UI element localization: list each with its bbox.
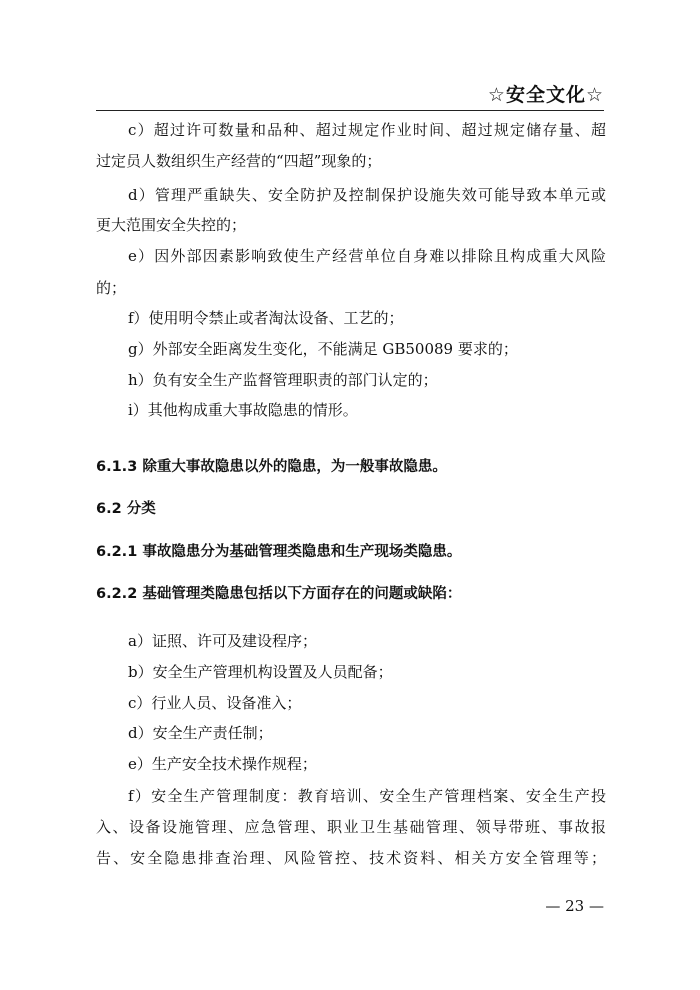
section-heading-6-2: 6.2 分类 [96,501,156,517]
list-item-basic-mgmt-b: b）安全生产管理机构设置及人员配备； [128,663,393,681]
list-item-major-hazard-e-line2: 的； [96,279,127,297]
list-item-major-hazard-c-line2: 过定员人数组织生产经营的“四超”现象的； [96,152,382,170]
list-item-major-hazard-d-line2: 更大范围安全失控的； [96,216,247,234]
page-number: — 23 — [545,897,604,915]
list-item-basic-mgmt-d: d）安全生产责任制； [128,724,273,742]
list-item-basic-mgmt-e: e）生产安全技术操作规程； [128,755,317,773]
list-item-major-hazard-f: f）使用明令禁止或者淘汰设备、工艺的； [128,309,404,327]
list-item-major-hazard-c-line1: c）超过许可数量和品种、超过规定作业时间、超过规定储存量、超 [128,121,606,139]
list-item-basic-mgmt-f-line1: f）安全生产管理制度：教育培训、安全生产管理档案、安全生产投 [128,787,606,805]
section-heading-6-2-1: 6.2.1 事故隐患分为基础管理类隐患和生产现场类隐患。 [96,544,462,560]
section-heading-6-2-2: 6.2.2 基础管理类隐患包括以下方面存在的问题或缺陷： [96,586,462,602]
list-item-basic-mgmt-c: c）行业人员、设备准入； [128,694,302,712]
list-item-major-hazard-e-line1: e）因外部因素影响致使生产经营单位自身难以排除且构成重大风险 [128,247,606,265]
running-header-title: ☆安全文化☆ [487,84,604,106]
list-item-basic-mgmt-f-line2: 入、设备设施管理、应急管理、职业卫生基础管理、领导带班、事故报 [96,818,606,836]
list-item-major-hazard-h: h）负有安全生产监督管理职责的部门认定的； [128,371,438,389]
list-item-basic-mgmt-a: a）证照、许可及建设程序； [128,632,317,650]
section-heading-6-1-3: 6.1.3 除重大事故隐患以外的隐患，为一般事故隐患。 [96,459,447,475]
list-item-major-hazard-g: g）外部安全距离发生变化，不能满足 GB50089 要求的； [128,340,518,358]
list-item-major-hazard-i: i）其他构成重大事故隐患的情形。 [128,401,358,419]
header-divider [96,110,604,111]
list-item-major-hazard-d-line1: d）管理严重缺失、安全防护及控制保护设施失效可能导致本单元或 [128,186,606,204]
list-item-basic-mgmt-f-line3: 告、安全隐患排查治理、风险管控、技术资料、相关方安全管理等； [96,849,606,867]
